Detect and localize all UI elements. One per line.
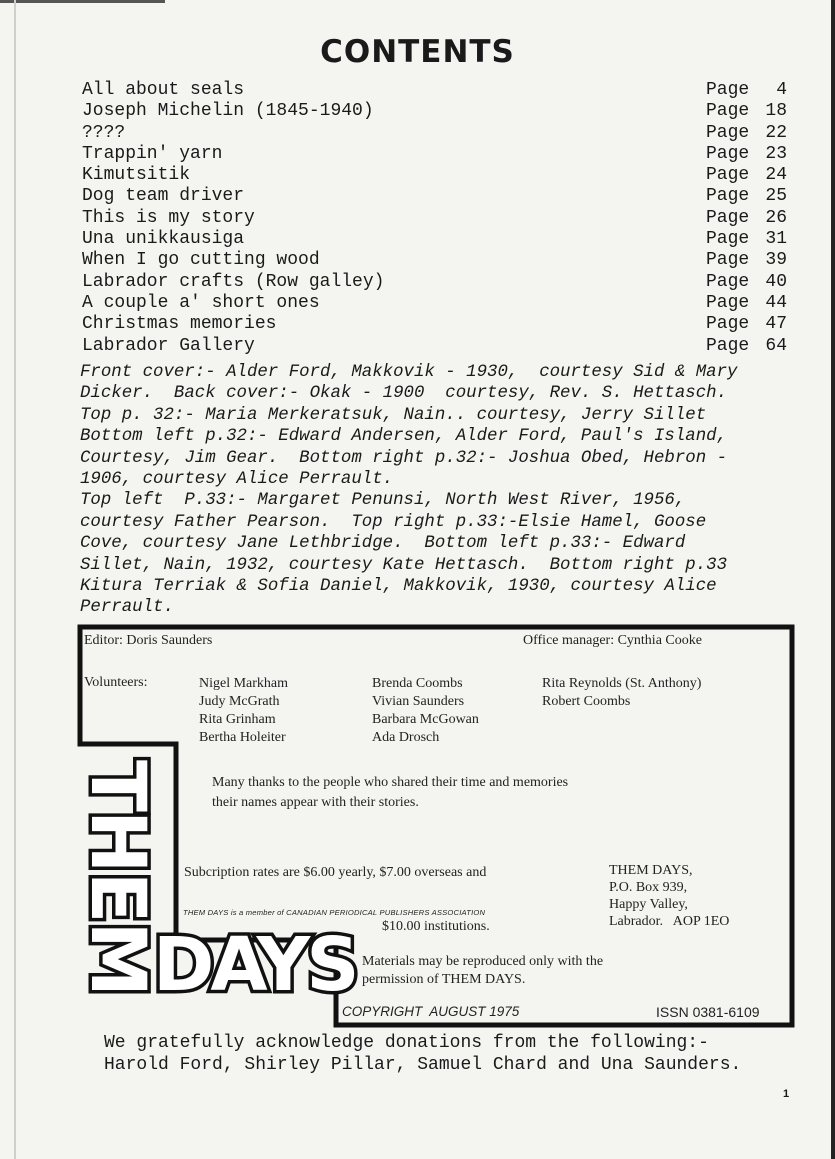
toc-page-word: Page [706,143,750,164]
volunteer-name: Ada Drosch [372,730,440,745]
acknowledgement-line: We gratefully acknowledge donations from the following:- [104,1033,709,1053]
toc-title: All about seals [82,80,245,100]
credit-line: Cove, courtesy Jane Lethbridge. Bottom left p.33:- Edward [80,534,686,554]
address-line: Labrador. AOP 1EO [609,914,730,929]
thanks-line: their names appear with their stories. [212,795,419,810]
reproduction-line: permission of THEM DAYS. [362,972,526,987]
volunteer-name: Brenda Coombs [372,676,463,691]
credit-line: Courtesy, Jim Gear. Bottom right p.32:- Joshua Obed, Hebron - [80,448,728,468]
toc-title: Dog team driver [82,186,245,207]
toc-page-number: 22 [765,122,787,143]
volunteer-name: Rita Reynolds (St. Anthony) [542,676,702,691]
credit-line: Kitura Terriak & Sofia Daniel, Makkovik, 1930, courtesy Alice [80,577,717,597]
toc-page-number: 18 [765,101,787,122]
toc-title: Una unikkausiga [82,229,245,250]
credit-line: 1906, courtesy Alice Perrault. [80,470,394,490]
toc-page-word: Page [706,314,750,335]
office-manager: Office manager: Cynthia Cooke [523,633,702,648]
toc-page-word: Page [706,165,750,186]
toc-page-word: Page [706,250,750,271]
toc-page-number: 23 [765,143,787,164]
toc-title: Labrador crafts (Row galley) [82,271,385,292]
copyright: COPYRIGHT AUGUST 1975 [342,1004,520,1019]
credit-line: Front cover:- Alder Ford, Makkovik - 1930, courtesy Sid & Mary [80,363,738,382]
toc-page-number: 31 [765,229,787,250]
address-line: Happy Valley, [609,897,688,912]
logo-them [74,760,163,995]
reproduction-line: Materials may be reproduced only with the [362,954,604,969]
credit-line: Top left P.33:- Margaret Penunsi, North West River, 1956, [80,491,686,511]
association-note: THEM DAYS is a member of CANADIAN PERIODICAL PUBLISHERS ASSOCIATION [183,908,486,917]
credit-line: Dicker. Back cover:- Okak - 1900 courtesy, Rev. S. Hettasch. [80,384,728,404]
svg-text:DAYS: DAYS [153,922,356,1008]
toc-page-number: 47 [765,314,787,335]
volunteer-name: Barbara McGowan [372,712,479,727]
issn: ISSN 0381-6109 [656,1004,760,1020]
volunteer-name: Rita Grinham [199,712,276,727]
toc-page-word: Page [706,292,750,313]
toc-title: Christmas memories [82,314,277,335]
toc-page-number: 64 [765,335,787,356]
toc-title: ???? [82,122,126,143]
svg-text:THEM: THEM [74,760,163,995]
subscription-rates: Subcription rates are $6.00 yearly, $7.00 overseas and $10.00 institutions. [184,865,490,934]
acknowledgement [104,1032,741,1076]
credit-line: courtesy Father Pearson. Top right p.33:-Elsie Hamel, Goose [80,512,707,532]
acknowledgement-line: Harold Ford, Shirley Pillar, Samuel Chard and Una Saunders. [104,1055,742,1075]
volunteer-name: Robert Coombs [542,694,631,709]
page-number: 1 [783,1088,790,1100]
volunteer-name: Vivian Saunders [372,694,465,709]
volunteer-name: Bertha Holeiter [199,730,286,745]
toc-page-word: Page [706,207,750,228]
toc-title: A couple a' short ones [82,292,320,313]
credit-line: Perrault. [80,598,174,618]
credit-line: Bottom left p.32:- Edward Andersen, Alder Ford, Paul's Island, [80,427,728,447]
logo-days [153,922,356,1008]
toc-title: Labrador Gallery [82,335,255,356]
toc-page-word: Page [706,122,750,143]
volunteer-name: Judy McGrath [199,694,280,709]
page-title: CONTENTS [320,34,515,70]
toc-page-number: 40 [765,271,787,292]
toc-page-word: Page [706,101,750,122]
toc-page-number: 26 [765,207,787,228]
editor: Editor: Doris Saunders [84,633,213,648]
toc-page-number: 44 [765,292,787,313]
volunteers-label: Volunteers: [84,675,148,690]
toc-title: When I go cutting wood [82,250,320,271]
thanks-line: Many thanks to the people who shared their time and memories [212,775,569,790]
credit-line: Top p. 32:- Maria Merkeratsuk, Nain.. courtesy, Jerry Sillet [80,405,707,425]
toc-title: Joseph Michelin (1845-1940) [82,101,374,122]
toc-page-word: Page [706,186,750,207]
toc-title: Trappin' yarn [82,143,223,164]
address-line: THEM DAYS, [609,863,693,878]
toc-page-number: 25 [765,186,787,207]
toc-page-number: 4 [776,80,787,100]
toc-page-word: Page [706,335,750,356]
address-line: P.O. Box 939, [609,880,688,895]
toc-page-word: Page [706,229,750,250]
volunteer-name: Nigel Markham [199,676,289,691]
toc-title: This is my story [82,207,255,228]
toc-title: Kimutsitik [82,165,191,186]
toc-page-number: 39 [765,250,787,271]
toc-page-word: Page [706,271,750,292]
toc-page-word: Page [706,80,750,100]
toc-page-number: 24 [765,165,787,186]
credit-line: Sillet, Nain, 1932, courtesy Kate Hettasch. Bottom right p.33 [80,555,728,575]
